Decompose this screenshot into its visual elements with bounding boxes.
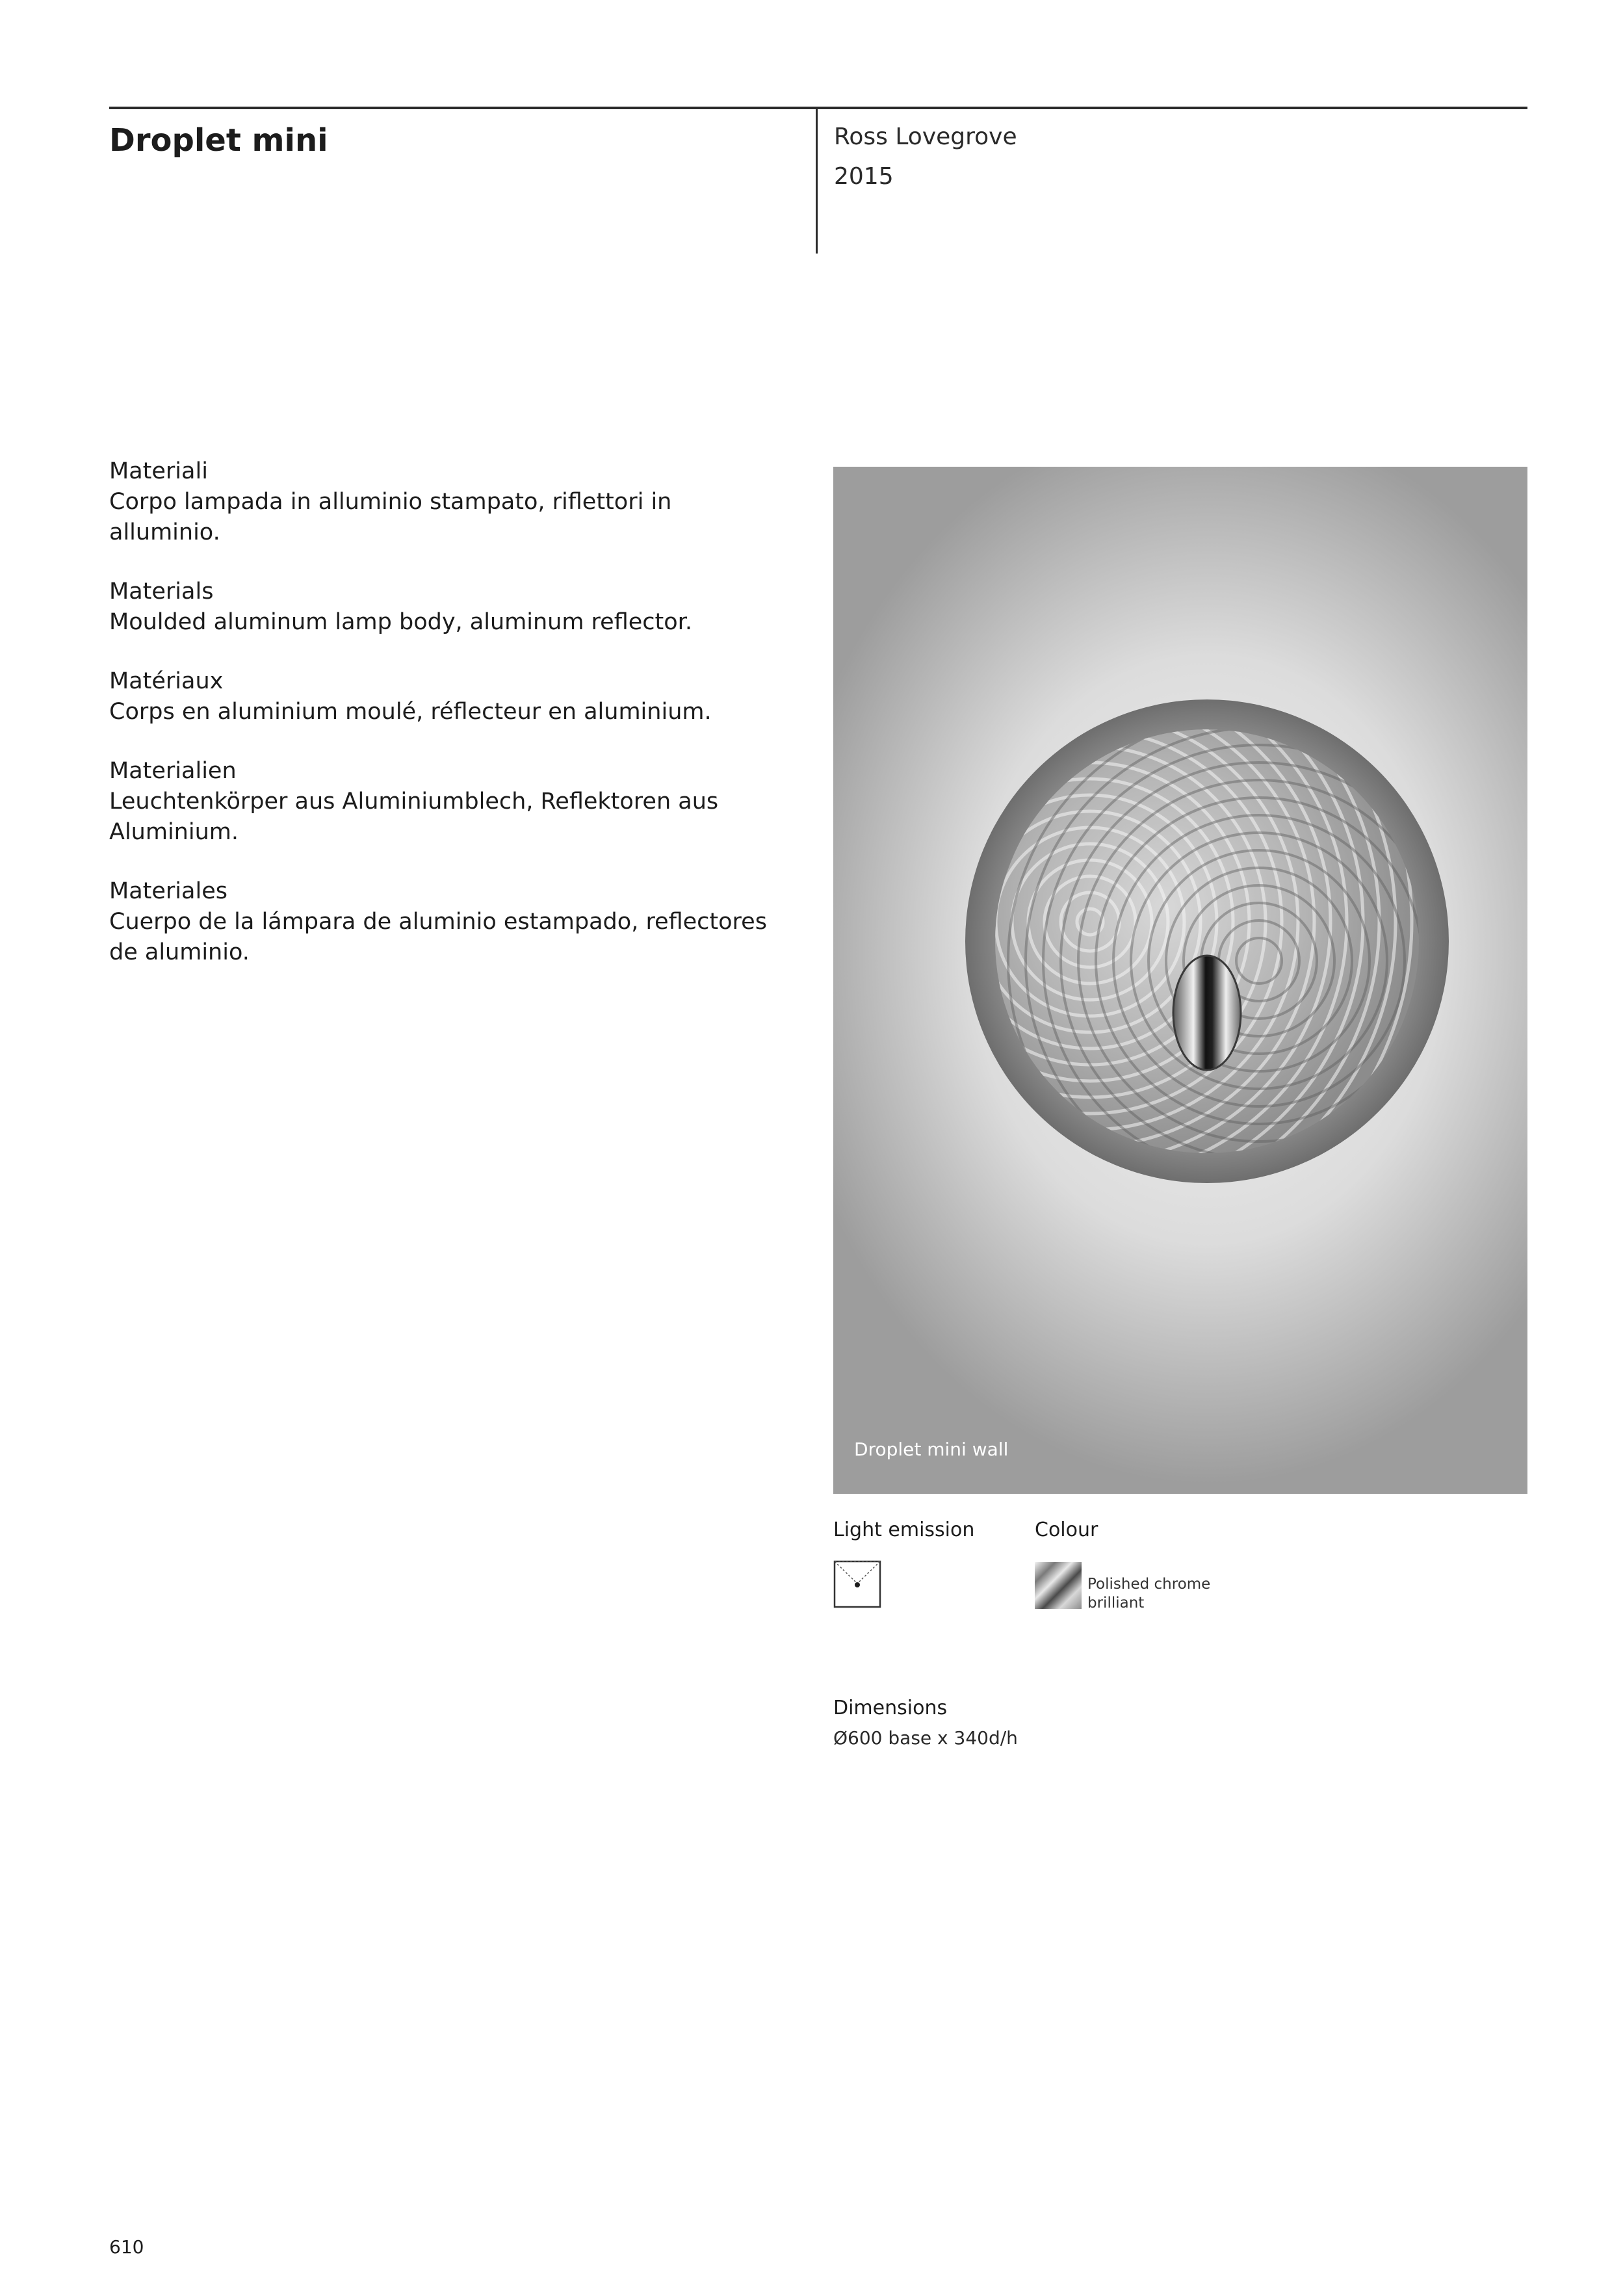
materials-text: Cuerpo de la lámpara de aluminio estampado, reflectores de aluminio.: [109, 909, 767, 965]
design-year: 2015: [834, 163, 894, 190]
materials-spanish: [109, 876, 779, 968]
materials-heading: Materialien: [109, 758, 237, 784]
header-divider: [816, 107, 818, 254]
dimensions-value: Ø600 base x 340d/h: [833, 1727, 1018, 1749]
materials-heading: Materiali: [109, 458, 208, 484]
materials-english: [109, 577, 779, 638]
product-title: Droplet mini: [109, 122, 328, 159]
materials-heading: Materials: [109, 579, 214, 605]
materials-italian: [109, 456, 779, 548]
materials-german: [109, 756, 779, 848]
materials-text: Corpo lampada in alluminio stampato, riflettori in alluminio.: [109, 489, 672, 545]
materials-french: [109, 666, 779, 727]
header-rule: [109, 107, 1527, 109]
colour-name: Polished chrome brilliant: [1087, 1576, 1211, 1611]
materials-text: Moulded aluminum lamp body, aluminum reflector.: [109, 609, 692, 635]
materials-text: Leuchtenkörper aus Aluminiumblech, Reflektoren aus Aluminium.: [109, 789, 719, 845]
materials-heading: Materiales: [109, 878, 227, 904]
dimensions-label: Dimensions: [833, 1697, 948, 1719]
chrome-colour-swatch: [1035, 1562, 1082, 1609]
page-number: 610: [109, 2236, 144, 2258]
materials-text: Corps en aluminium moulé, réflecteur en aluminium.: [109, 699, 712, 725]
light-emission-icon: [833, 1560, 881, 1608]
materials-section: [109, 456, 779, 997]
colour-label: Colour: [1035, 1519, 1098, 1541]
light-emission-label: Light emission: [833, 1519, 975, 1541]
designer-name: Ross Lovegrove: [834, 124, 1017, 150]
materials-heading: Matériaux: [109, 668, 224, 694]
chrome-droplet: [1173, 956, 1241, 1070]
product-photo: [833, 467, 1527, 1494]
lamp-illustration: [833, 467, 1527, 1494]
photo-caption: Droplet mini wall: [854, 1439, 1009, 1460]
